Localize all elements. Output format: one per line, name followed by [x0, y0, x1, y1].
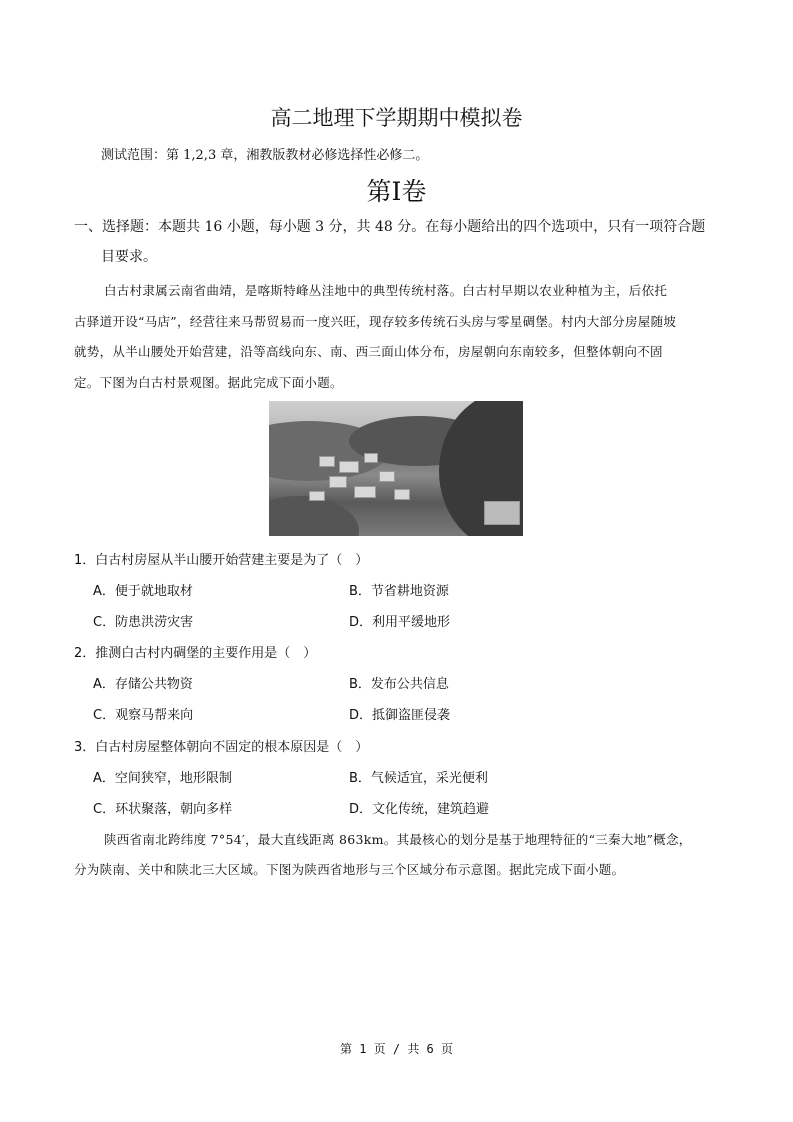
- passage-line: 陕西省南北跨纬度 7°54′，最大直线距离 863km。其最核心的划分是基于地理特征的“三秦大地”概念，: [104, 832, 692, 847]
- passage-line: 白古村隶属云南省曲靖，是喀斯特峰丛洼地中的典型传统村落。白古村早期以农业种植为主，后依托: [104, 283, 668, 298]
- passage-line: 古驿道开设“马店”，经营往来马帮贸易而一度兴旺，现存较多传统石头房与零星碉堡。村内大部分房屋随坡: [74, 314, 677, 329]
- q3-option-c[interactable]: C．环状聚落，朝向多样: [93, 802, 233, 817]
- q1-option-a[interactable]: A．便于就地取材: [93, 584, 193, 599]
- q2-option-c[interactable]: C．观察马帮来向: [93, 708, 194, 723]
- page-title: 高二地理下学期期中模拟卷: [270, 106, 523, 130]
- question-1-stem: 1．白古村房屋从半山腰开始营建主要是为了（ ）: [74, 553, 369, 568]
- village-landscape-photo: [269, 401, 523, 536]
- q2-option-a[interactable]: A．存储公共物资: [93, 677, 193, 692]
- volume-heading: 第I卷: [366, 177, 427, 206]
- passage-line: 就势，从半山腰处开始营建，沿等高线向东、南、西三面山体分布，房屋朝向东南较多，但整体朝向不固: [74, 344, 663, 359]
- q2-option-b[interactable]: B．发布公共信息: [349, 677, 449, 692]
- passage-line: 定。下图为白古村景观图。据此完成下面小题。: [74, 375, 343, 390]
- q2-option-d[interactable]: D．抵御盗匪侵袭: [349, 708, 451, 723]
- q3-option-a[interactable]: A．空间狭窄，地形限制: [93, 771, 232, 786]
- section-heading-cont: 目要求。: [101, 249, 157, 265]
- q1-option-b[interactable]: B．节省耕地资源: [349, 584, 449, 599]
- question-3-stem: 3．白古村房屋整体朝向不固定的根本原因是（ ）: [74, 740, 369, 755]
- page-number: 第 1 页 / 共 6 页: [339, 1042, 454, 1056]
- question-2-stem: 2．推测白古村内碉堡的主要作用是（ ）: [74, 646, 317, 661]
- q3-option-b[interactable]: B．气候适宜，采光便利: [349, 771, 488, 786]
- test-scope: 测试范围：第 1,2,3 章，湘教版教材必修选择性必修二。: [101, 148, 429, 163]
- q1-option-c[interactable]: C．防患洪涝灾害: [93, 615, 194, 630]
- section-heading: 一、选择题：本题共 16 小题，每小题 3 分，共 48 分。在每小题给出的四个选项中，只有一项符合题: [74, 219, 706, 235]
- q3-option-d[interactable]: D．文化传统，建筑趋避: [349, 802, 490, 817]
- passage-line: 分为陕南、关中和陕北三大区域。下图为陕西省地形与三个区域分布示意图。据此完成下面小题。: [74, 862, 625, 877]
- q1-option-d[interactable]: D．利用平缓地形: [349, 615, 451, 630]
